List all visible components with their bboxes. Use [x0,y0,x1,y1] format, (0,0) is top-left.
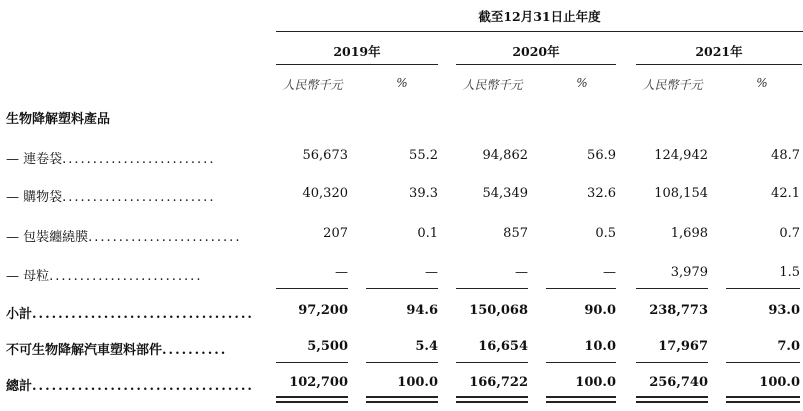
cell-2020-rmb: 94,862 [482,148,528,163]
cell-2021-rmb: 17,967 [658,339,708,354]
row-label: — 連卷袋......................... [6,152,216,167]
cell-2020-rmb: 150,068 [469,303,528,318]
year-rule-2021 [636,64,802,65]
subtotal-rule [456,288,528,289]
cell-2021-pct: 0.7 [779,226,800,241]
cell-2019-pct: 0.1 [417,226,438,241]
row-label: — 母粒......................... [6,269,203,284]
cell-2020-rmb: 54,349 [482,186,528,201]
cell-2019-pct: 55.2 [409,148,438,163]
cell-2019-rmb: 56,673 [302,148,348,163]
row-label-subtotal: 小計.................................. [6,307,254,322]
cell-2021-rmb: 108,154 [654,186,708,201]
cell-2019-rmb: 40,320 [302,186,348,201]
unit-pct-2020: % [576,76,588,90]
double-rule [636,401,708,403]
cell-2020-pct: 0.5 [595,226,616,241]
year-rule-2019 [276,64,438,65]
cell-2020-rmb: 857 [503,226,528,241]
year-2019: 2019年 [333,44,381,59]
double-rule [276,396,348,398]
double-rule [456,401,528,403]
period-header: 截至12月31日止年度 [478,9,601,24]
cell-2020-pct: 100.0 [575,375,616,390]
subtotal-rule [726,288,800,289]
total-rule [726,362,800,363]
cell-2019-rmb: 97,200 [298,303,348,318]
total-rule [276,362,348,363]
cell-2020-pct: 90.0 [584,303,616,318]
subtotal-rule [276,288,348,289]
cell-2019-pct: 39.3 [409,186,438,201]
cell-2019-pct: — [425,265,438,280]
cell-2021-rmb: 238,773 [649,303,708,318]
cell-2019-pct: 100.0 [397,375,438,390]
double-rule [366,396,438,398]
cell-2020-rmb: 16,654 [478,339,528,354]
double-rule [636,396,708,398]
total-rule [456,362,528,363]
total-rule [546,362,616,363]
double-rule [726,396,800,398]
section-title: 生物降解塑料產品 [6,112,111,127]
cell-2020-rmb: 166,722 [469,375,528,390]
unit-pct-2021: % [756,76,768,90]
unit-pct-2019: % [396,76,408,90]
year-2021: 2021年 [695,44,743,59]
cell-2019-pct: 94.6 [406,303,438,318]
cell-2020-rmb: — [515,265,528,280]
cell-2021-pct: 1.5 [779,265,800,280]
row-label: 不可生物降解汽車塑料部件.......... [6,343,228,358]
cell-2021-pct: 7.0 [777,339,800,354]
double-rule [366,401,438,403]
row-label-total: 總計.................................. [6,379,254,394]
cell-2021-pct: 48.7 [771,148,800,163]
double-rule [456,396,528,398]
cell-2019-rmb: — [335,265,348,280]
cell-2019-rmb: 207 [323,226,348,241]
unit-rmb-2021: 人民幣千元 [642,78,703,92]
double-rule [276,401,348,403]
cell-2021-pct: 42.1 [771,186,800,201]
subtotal-rule [636,288,708,289]
year-2020: 2020年 [512,44,560,59]
double-rule [546,396,616,398]
cell-2021-pct: 93.0 [768,303,800,318]
cell-2021-rmb: 1,698 [670,226,708,241]
cell-2019-rmb: 5,500 [307,339,348,354]
total-rule [366,362,438,363]
cell-2020-pct: — [603,265,616,280]
year-rule-2020 [456,64,616,65]
unit-rmb-2020: 人民幣千元 [462,78,523,92]
double-rule [726,401,800,403]
header-rule [276,31,803,32]
cell-2019-pct: 5.4 [415,339,438,354]
cell-2021-rmb: 256,740 [649,375,708,390]
cell-2021-rmb: 124,942 [654,148,708,163]
cell-2021-pct: 100.0 [759,375,800,390]
subtotal-rule [366,288,438,289]
double-rule [546,401,616,403]
cell-2020-pct: 32.6 [587,186,616,201]
cell-2019-rmb: 102,700 [289,375,348,390]
cell-2021-rmb: 3,979 [670,265,708,280]
subtotal-rule [546,288,616,289]
row-label: — 購物袋......................... [6,190,216,205]
unit-rmb-2019: 人民幣千元 [282,78,343,92]
cell-2020-pct: 10.0 [584,339,616,354]
total-rule [636,362,708,363]
cell-2020-pct: 56.9 [587,148,616,163]
row-label: — 包裝纏繞膜......................... [6,230,242,245]
